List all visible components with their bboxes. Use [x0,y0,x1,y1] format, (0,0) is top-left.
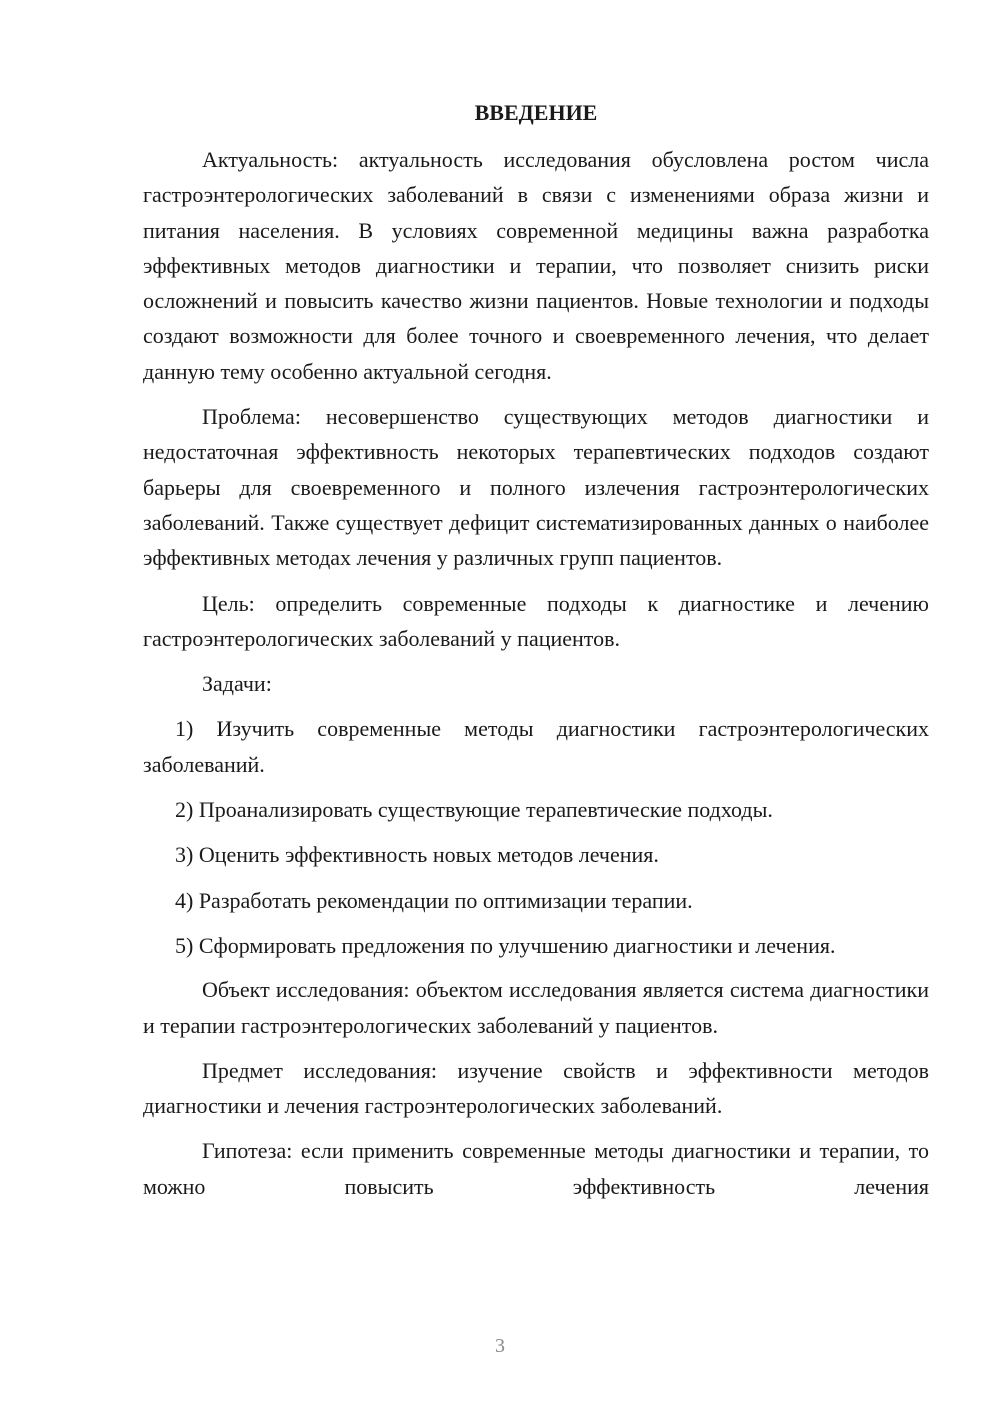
list-item: 4) Разработать рекомендации по оптимизации терапии. [175,887,693,913]
paragraph-object: Объект исследования: объектом исследования является система диагностики и терапии гастроэнтерологических заболеваний у пациентов. [143,977,929,1038]
paragraph-relevance: Актуальность: актуальность исследования обусловлена ростом числа гастроэнтерологических заболеваний в связи с изменениями образа жизни и питания населения. В условиях современной медицины важна разработка эффективных методов диагностики и терапии, что позволяет снизить риски осложнений и повысить качество жизни пациентов. Новые технологии и подходы создают возможности для более точного и своевременного лечения, что делает данную тему особенно актуальной сегодня. [143,147,929,384]
page-title: ВВЕДЕНИЕ [474,100,598,125]
paragraph-goal: Цель: определить современные подходы к диагностике и лечению гастроэнтерологических заболеваний у пациентов. [143,590,929,651]
document-body [143,142,929,1204]
list-item: 2) Проанализировать существующие терапевтические подходы. [175,797,773,823]
list-item: 3) Оценить эффективность новых методов лечения. [175,842,659,868]
paragraph-hypothesis: Гипотеза: если применить современные методы диагностики и терапии, то можно повысить эффективность лечения [143,1138,929,1199]
list-item: 5) Сформировать предложения по улучшению диагностики и лечения. [175,932,836,958]
list-item: 1) Изучить современные методы диагностики гастроэнтерологических заболеваний. [143,716,929,777]
tasks-heading: Задачи: [202,671,272,697]
paragraph-subject: Предмет исследования: изучение свойств и эффективности методов диагностики и лечения гастроэнтерологических заболеваний. [143,1057,929,1119]
paragraph-problem: Проблема: несовершенство существующих методов диагностики и недостаточная эффективность некоторых терапевтических подходов создают барьеры для своевременного и полного излечения гастроэнтерологических заболеваний. Также существует дефицит систематизированных данных о наиболее эффективных методах лечения у различных групп пациентов. [143,404,929,571]
page-number: 3 [495,1335,505,1357]
